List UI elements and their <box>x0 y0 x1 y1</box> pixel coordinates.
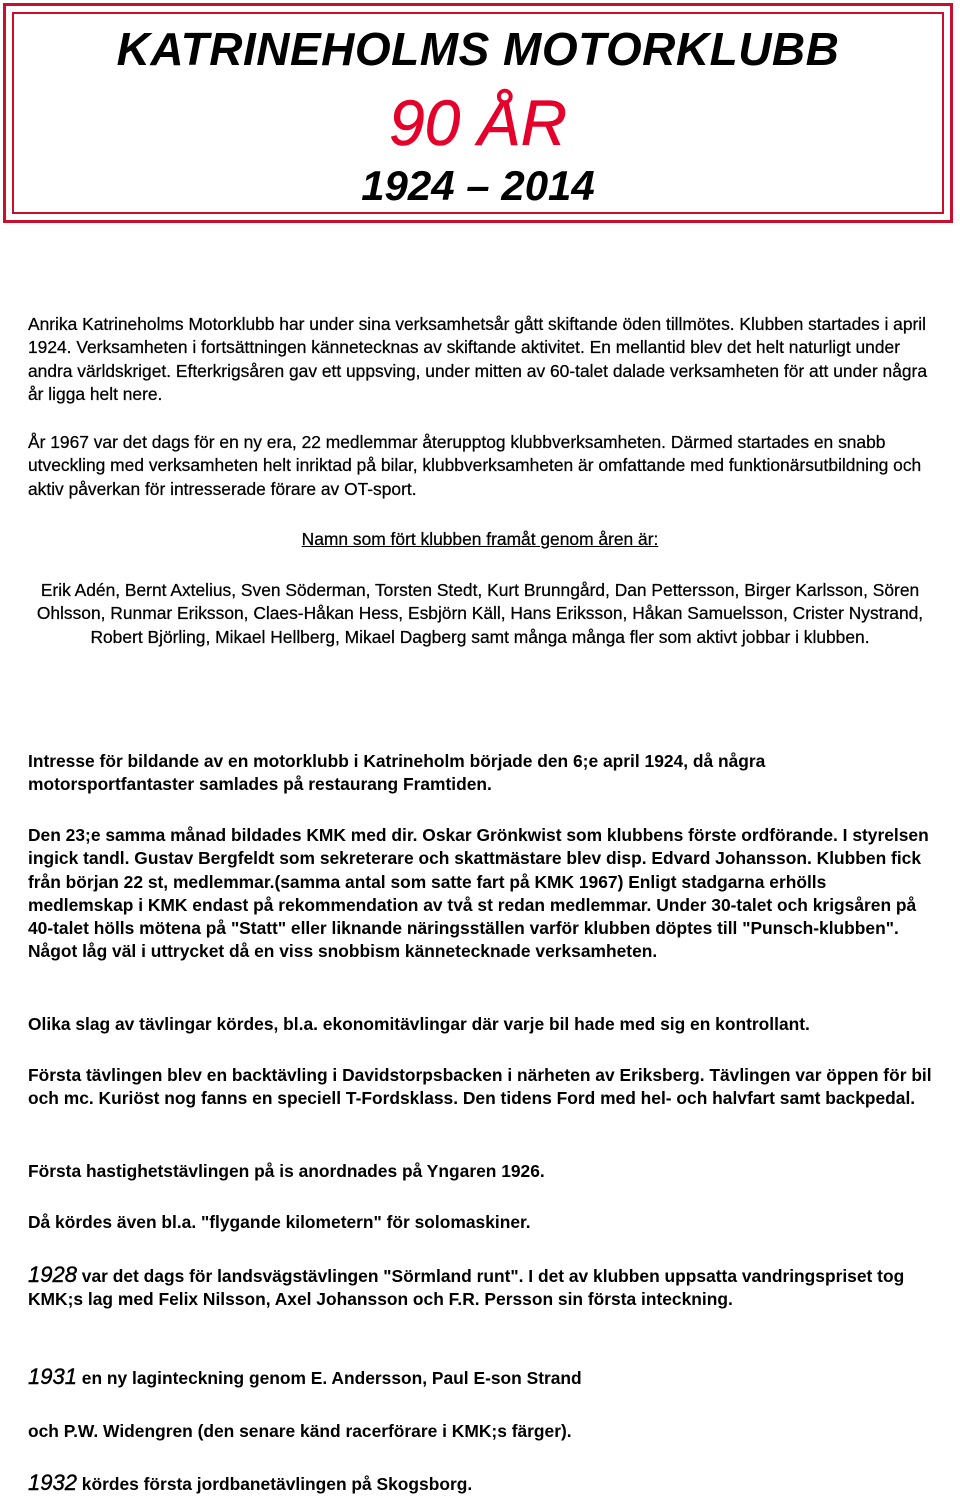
history-paragraph-widengren: och P.W. Widengren (den senare känd racerförare i KMK;s färger). <box>28 1421 572 1441</box>
history-paragraph-6: Då kördes även bl.a. "flygande kilometern" för solomaskiner. <box>28 1212 531 1232</box>
title-frame <box>3 3 953 223</box>
history-paragraph-5: Första hastighetstävlingen på is anordnades på Yngaren 1926. <box>28 1161 545 1181</box>
intro-paragraph-1: Anrika Katrineholms Motorklubb har under sina verksamhetsår gått skiftande öden tillmötes. Klubben startades i april 1924. Verksamheten i fortsättningen kännetecknas av skiftande aktivitet. En mellantid blev det helt naturligt under andra världskriget. Efterkrigsåren gav ett uppsving, under mitten av 60-talet dalade verksamheten för att under några år ligga helt nere. <box>28 314 928 404</box>
history-paragraph-4: Första tävlingen blev en backtävling i Davidstorpsbacken i närheten av Eriksberg. Tävlingen var öppen för bil och mc. Kuriöst nog fanns en speciell T-Fordsklass. Den tidens Ford med hel- och halvfart samt backpedal. <box>28 1065 932 1109</box>
text-1932: kördes första jordbanetävlingen på Skogsborg. <box>76 1474 473 1494</box>
club-name: KATRINEHOLMS MOTORKLUBB <box>116 23 840 75</box>
history-paragraph-1928 <box>28 1263 934 1312</box>
intro-paragraph-2: År 1967 var det dags för en ny era, 22 medlemmar återupptog klubbverksamheten. Därmed startades en snabb utveckling med verksamheten helt inriktad på bilar, klubbverksamheten är omfattande med funktionärsutbildning och aktiv påverkan för intresserade förare av OT-sport. <box>28 432 922 499</box>
history-paragraph-1931 <box>28 1365 934 1390</box>
year-1932: 1932 <box>28 1470 77 1495</box>
names-list: Erik Adén, Bernt Axtelius, Sven Söderman, Torsten Stedt, Kurt Brunngård, Dan Pettersson, Birger Karlsson, Sören Ohlsson, Runmar Eriksson, Claes-Håkan Hess, Esbjörn Käll, Hans Eriksson, Håkan Samuelsson, Crister Nystrand, Robert Björling, Mikael Hellberg, Mikael Dagberg samt många många fler som aktivt jobbar i klubben. <box>36 580 924 647</box>
year-1928: 1928 <box>28 1262 77 1287</box>
history-paragraph-1932 <box>28 1471 934 1496</box>
history-paragraph-1: Intresse för bildande av en motorklubb i Katrineholm började den 6;e april 1924, då några motorsportfantaster samlades på restaurang Framtiden. <box>28 751 766 795</box>
text-1931: en ny laginteckning genom E. Andersson, Paul E-son Strand <box>76 1368 582 1388</box>
anniversary-title: 90 ÅR <box>389 87 567 159</box>
year-1931: 1931 <box>28 1364 77 1389</box>
history-paragraph-2: Den 23;e samma månad bildades KMK med dir. Oskar Grönkwist som klubbens förste ordförande. I styrelsen ingick tandl. Gustav Bergfeldt som sekreterare och skattmästare blev disp. Edvard Johansson. Klubben fick från början 22 st, medlemmar.(samma antal som satte fart på KMK 1967) Enligt stadgarna erhölls medlemskap i KMK endast på rekommendation av två st redan medlemmar. Under 30-talet och krigsåren på 40-talet hölls mötena på "Statt" eller liknande näringsställen varför klubben döptes till "Punsch-klubben". Något låg väl i uttrycket då en viss snobbism kännetecknade verksamheten. <box>28 825 929 962</box>
history-paragraph-3: Olika slag av tävlingar kördes, bl.a. ekonomitävlingar där varje bil hade med sig en kontrollant. <box>28 1014 810 1034</box>
names-heading: Namn som fört klubben framåt genom åren är: <box>301 529 659 549</box>
year-range: 1924 – 2014 <box>361 162 595 209</box>
text-1928: var det dags för landsvägstävlingen "Sörmland runt". I det av klubben uppsatta vandringspriset tog KMK;s lag med Felix Nilsson, Axel Johansson och F.R. Persson sin första inteckning. <box>28 1266 905 1310</box>
names-heading-row <box>20 528 940 551</box>
